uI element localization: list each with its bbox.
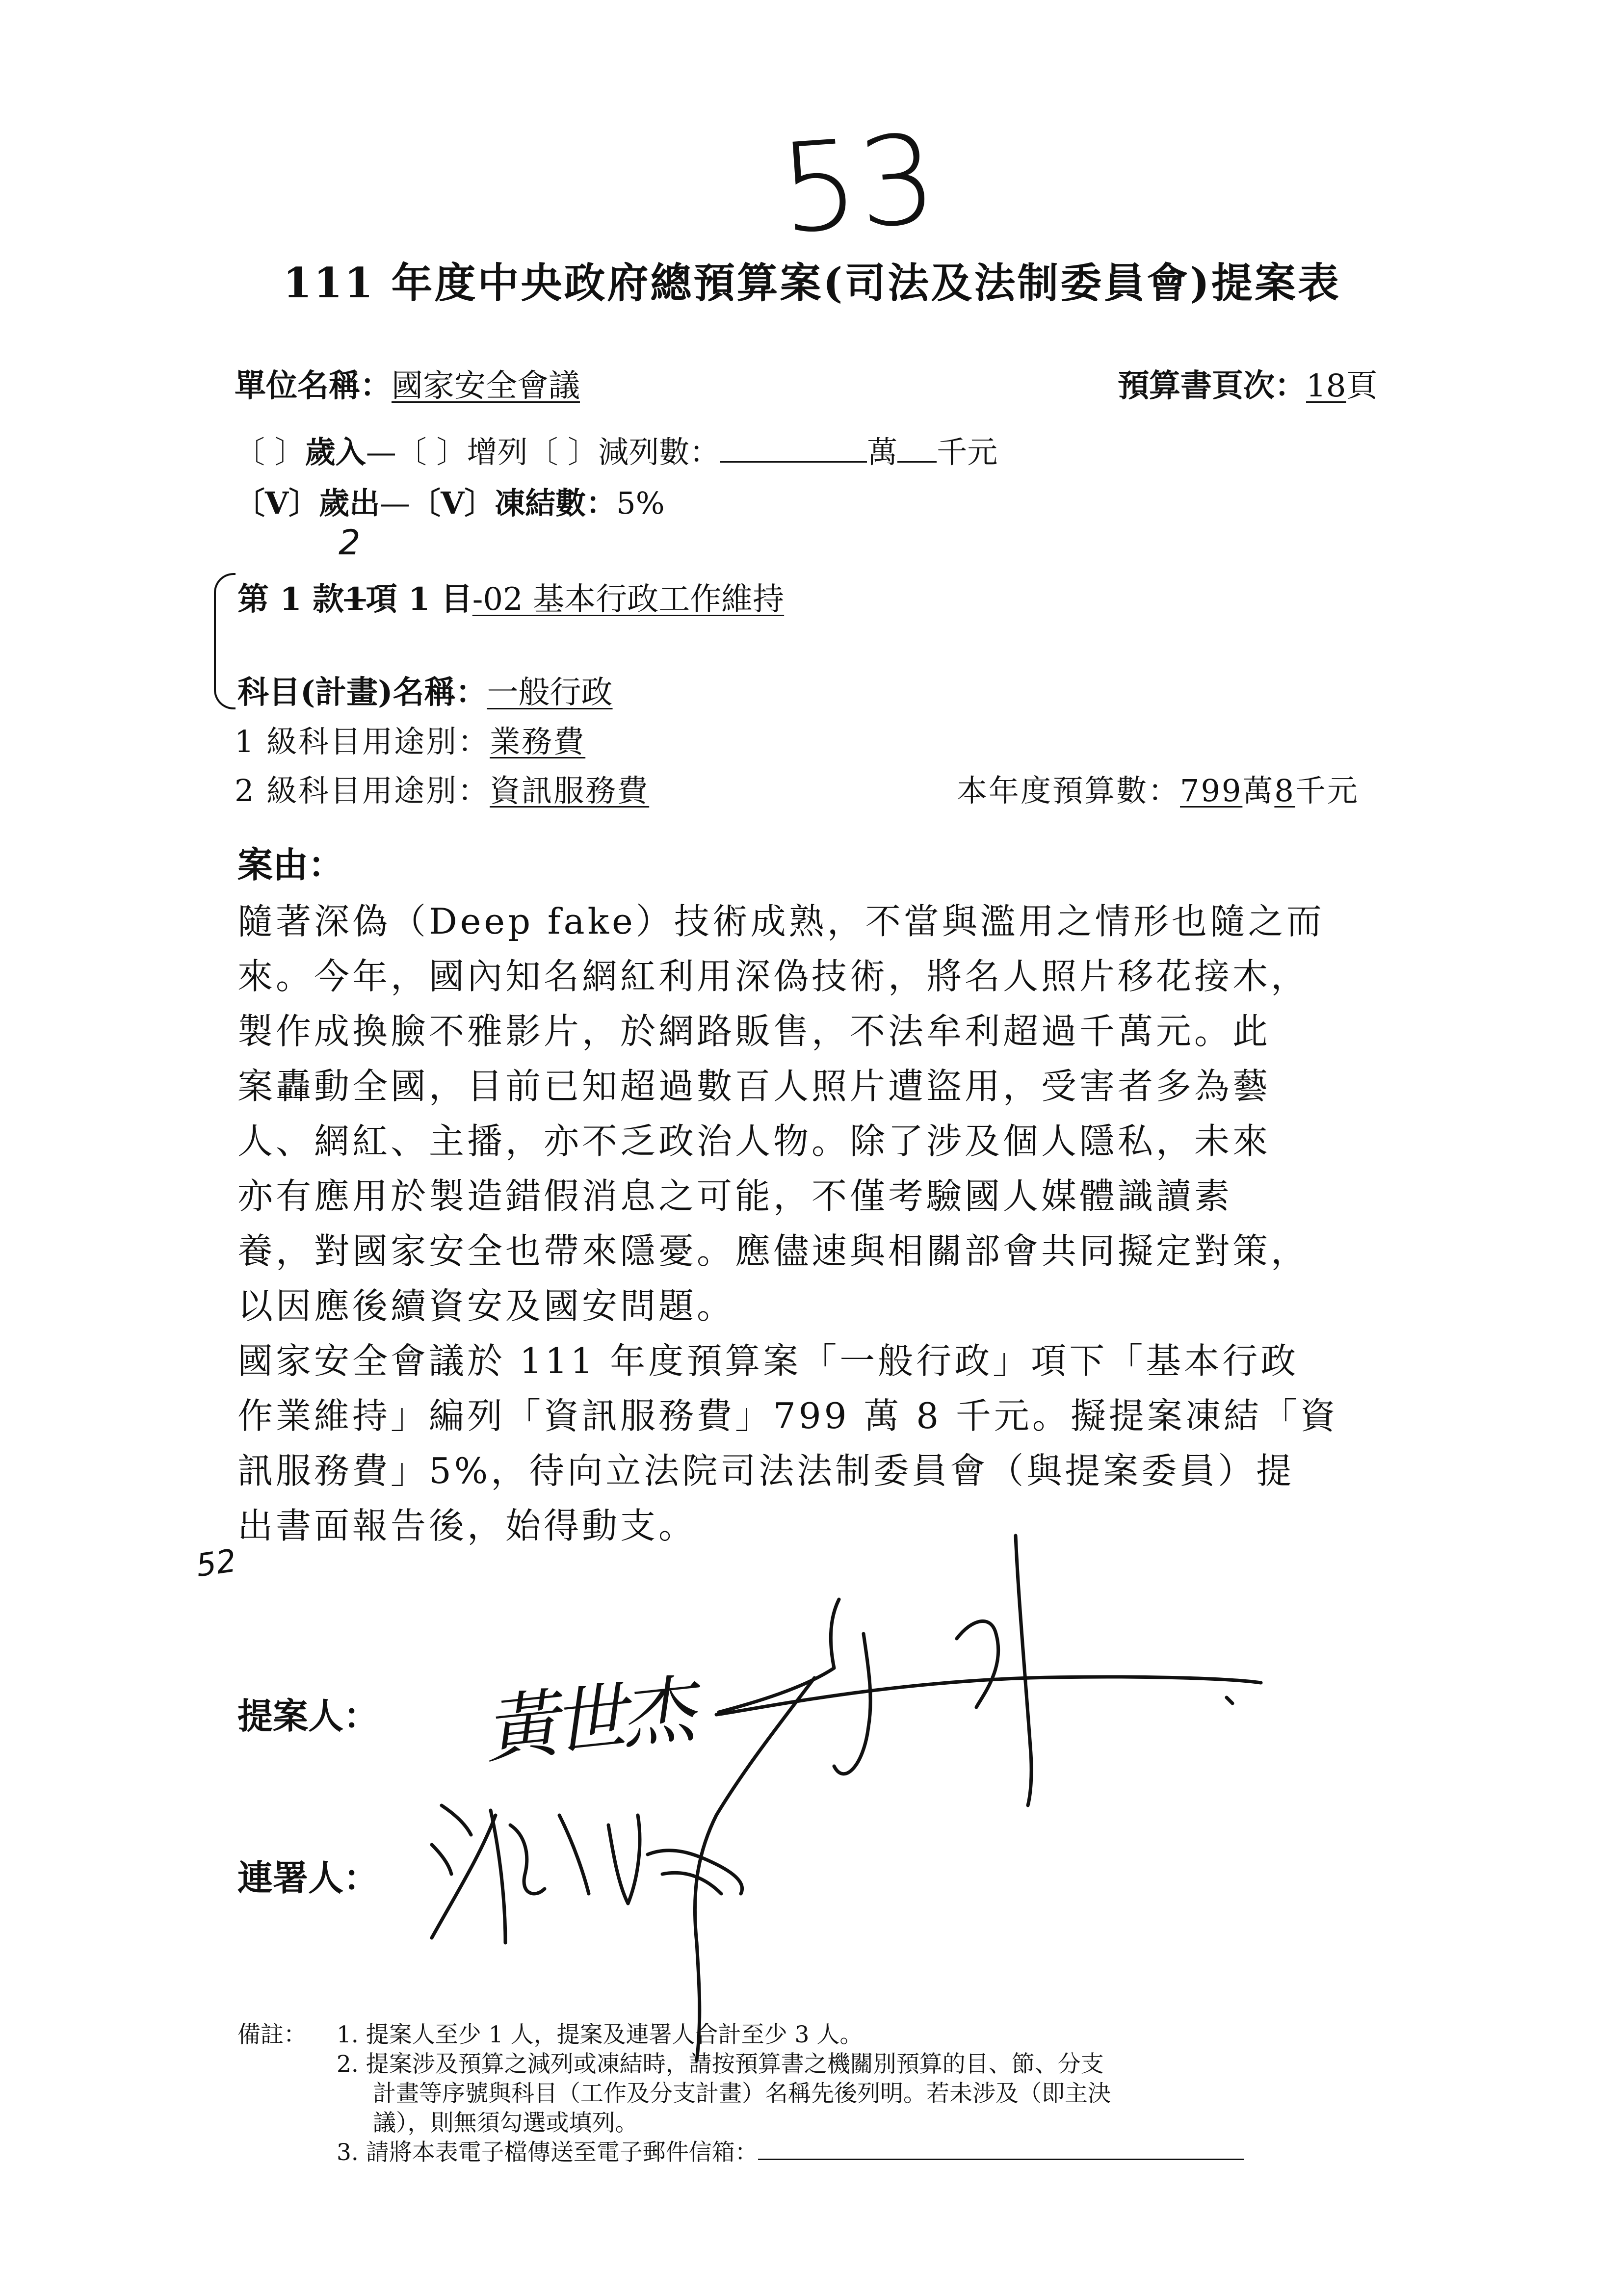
budget-wan: 799	[1180, 773, 1243, 809]
cut-label: 減列數：	[598, 434, 720, 470]
reason-line: 人、網紅、主播，亦不乏政治人物。除了涉及個人隱私，未來	[237, 1121, 1271, 1162]
freeze-label: 凍結數：	[495, 485, 617, 521]
signature-stroke	[432, 1815, 496, 1938]
signature-stroke	[1227, 1697, 1232, 1703]
reason-line: 案轟動全國，目前已知超過數百人照片遭盜用，受害者多為藝	[237, 1066, 1271, 1107]
budget-qian: 8	[1274, 773, 1295, 809]
reason-line: 來。今年，國內知名網紅利用深偽技術，將名人照片移花接木，	[237, 956, 1310, 997]
signature-stroke	[719, 1599, 839, 1712]
reason-line: 亦有應用於製造錯假消息之可能，不僅考驗國人媒體識讀素	[237, 1175, 1233, 1217]
signature-stroke	[608, 1815, 640, 1904]
handwritten-2: 2	[339, 522, 361, 563]
signature-stroke	[510, 1825, 545, 1894]
signature-stroke	[559, 1815, 589, 1894]
revenue-checkbox: 〔 〕	[235, 434, 305, 470]
page-suffix: 頁	[1346, 368, 1378, 404]
note-item: 計畫等序號與科目（工作及分支計畫）名稱先後列明。若未涉及（即主決	[373, 2080, 1111, 2107]
form-title: 111 年度中央政府總預算案(司法及法制委員會)提案表	[283, 259, 1341, 307]
unit-value: 國家安全會議	[392, 368, 580, 404]
level2-label: 2 級科目用途別：	[235, 773, 490, 809]
reason-line: 國家安全會議於 111 年度預算案「一般行政」項下「基本行政	[237, 1340, 1299, 1382]
revenue-label: 歲入	[305, 434, 366, 470]
dash: —	[380, 485, 411, 521]
program-label: 科目(計畫)名稱：	[237, 674, 487, 711]
add-label: 增列	[467, 434, 528, 470]
reason-line: 作業維持」編列「資訊服務費」799 萬 8 千元。擬提案凍結「資	[237, 1395, 1338, 1436]
signature-stroke	[662, 1873, 721, 1894]
signature-stroke	[1016, 1536, 1031, 1805]
reason-line: 出書面報告後，始得動支。	[237, 1505, 697, 1546]
reason-heading: 案由：	[237, 844, 344, 886]
level1-label: 1 級科目用途別：	[235, 724, 490, 759]
note-item-3: 3. 請將本表電子檔傳送至電子郵件信箱：	[337, 2139, 758, 2166]
note-item: 2. 提案涉及預算之減列或凍結時，請按預算書之機關別預算的目、節、分支	[337, 2051, 1104, 2078]
note-item	[337, 2134, 1244, 2167]
note-item: 議），則無須勾選或填列。	[373, 2110, 638, 2137]
email-blank	[758, 2159, 1244, 2160]
expenditure-checkbox: 〔V〕	[235, 485, 319, 521]
page-label: 預算書頁次：	[1118, 367, 1306, 404]
expenditure-label: 歲出	[319, 485, 380, 521]
proposer-label: 提案人：	[237, 1695, 379, 1737]
reason-line: 養，對國家安全也帶來隱憂。應儘速與相關部會共同擬定對策，	[237, 1230, 1310, 1272]
freeze-value: 5%	[616, 485, 665, 521]
dash: —	[366, 434, 396, 470]
budget-label: 本年度預算數：	[957, 773, 1180, 809]
add-checkbox: 〔 〕	[396, 434, 467, 470]
wan-unit: 萬	[867, 434, 898, 470]
reason-line: 以因應後續資安及國安問題。	[237, 1285, 735, 1327]
signature-stroke	[442, 1805, 471, 1835]
proposer-signature: 黃世杰	[480, 1667, 694, 1774]
item-rest: 項 1 目	[366, 581, 472, 618]
reason-line: 隨著深偽（Deep fake）技術成熟，不當與濫用之情形也隨之而	[237, 901, 1325, 942]
unit-label: 單位名稱：	[235, 367, 392, 404]
note-item: 1. 提案人至少 1 人，提案及連署人合計至少 3 人。	[337, 2021, 863, 2048]
program-value: 一般行政	[487, 675, 613, 711]
qian-unit: 千元	[937, 434, 998, 470]
reason-line: 訊服務費」5%，待向立法院司法法制委員會（與提案委員）提	[237, 1450, 1295, 1491]
level1-value: 業務費	[490, 724, 586, 759]
cut-checkbox: 〔 〕	[527, 434, 599, 470]
item-code: -02 基本行政工作維持	[472, 581, 785, 618]
handwritten-page-number: 53	[775, 107, 941, 261]
item-crossed: 1	[344, 581, 366, 618]
signature-stroke	[432, 1845, 451, 1874]
reason-line: 製作成換臉不雅影片，於網路販售，不法牟利超過千萬元。此	[237, 1011, 1271, 1052]
budget-qian-unit: 千元	[1295, 773, 1359, 809]
cosigner-label: 連署人：	[237, 1857, 379, 1899]
signature-stroke	[695, 1678, 814, 2061]
notes-label: 備註：	[237, 2021, 307, 2048]
signature-stroke	[957, 1621, 998, 1707]
budget-wan-unit: 萬	[1242, 773, 1275, 809]
signature-stroke	[834, 1634, 870, 1774]
page-value: 18	[1306, 368, 1346, 404]
freeze-checkbox: 〔V〕	[410, 485, 495, 521]
level2-value: 資訊服務費	[490, 773, 650, 809]
signature-stroke	[491, 1810, 505, 1943]
handwritten-52: 52	[194, 1542, 239, 1585]
item-prefix: 第 1 款	[237, 581, 344, 618]
